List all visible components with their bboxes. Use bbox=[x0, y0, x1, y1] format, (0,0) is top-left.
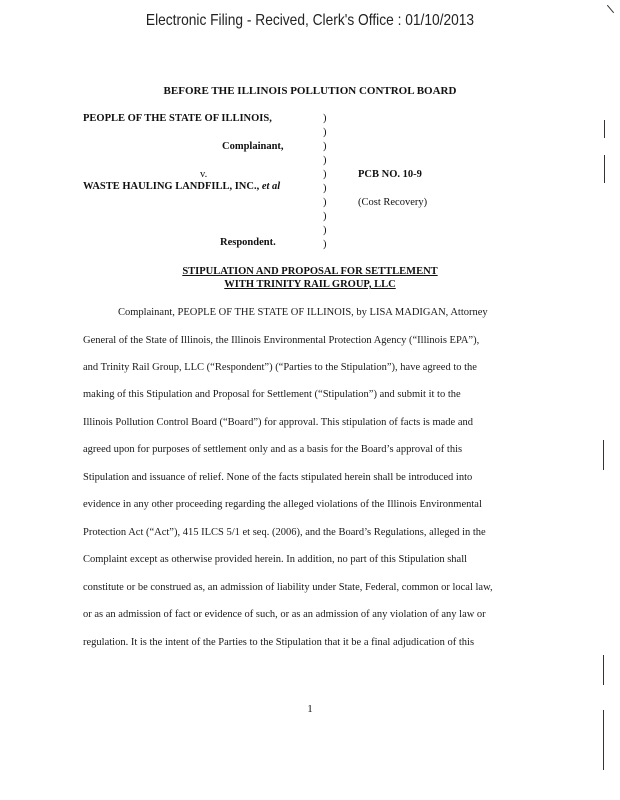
body-line: General of the State of Illinois, the Illinois Environmental Protection Agency (“Illinois EPA”), bbox=[83, 335, 480, 346]
body-line: or as an admission of fact or evidence of such, or as an admission of any violation of any law or bbox=[83, 609, 486, 620]
stipulation-title-line-1: STIPULATION AND PROPOSAL FOR SETTLEMENT bbox=[182, 266, 438, 277]
board-heading: BEFORE THE ILLINOIS POLLUTION CONTROL BOARD bbox=[163, 85, 457, 97]
respondent-label: Respondent. bbox=[220, 237, 276, 248]
body-line: making of this Stipulation and Proposal for Settlement (“Stipulation”) and submit it to the bbox=[83, 389, 461, 400]
caption-paren: ) bbox=[323, 197, 327, 208]
caption-paren: ) bbox=[323, 225, 327, 236]
page-number: 1 bbox=[307, 703, 313, 715]
complainant-label: Complainant, bbox=[222, 141, 284, 152]
scan-edge-mark bbox=[603, 655, 604, 685]
caption-paren: ) bbox=[323, 169, 327, 180]
body-line: Complainant, PEOPLE OF THE STATE OF ILLINOIS, by LISA MADIGAN, Attorney bbox=[118, 307, 488, 318]
body-line: Illinois Pollution Control Board (“Board”) for approval. This stipulation of facts is made and bbox=[83, 417, 473, 428]
body-line: agreed upon for purposes of settlement only and as a basis for the Board’s approval of this bbox=[83, 444, 463, 455]
caption-paren: ) bbox=[323, 141, 327, 152]
scan-edge-mark bbox=[603, 440, 604, 470]
caption-paren: ) bbox=[323, 155, 327, 166]
respondent-party-suffix: et al bbox=[261, 181, 281, 192]
respondent-party-name: WASTE HAULING LANDFILL, INC., bbox=[83, 181, 260, 192]
body-line: regulation. It is the intent of the Parties to the Stipulation that it be a final adjudication of this bbox=[83, 637, 475, 648]
scan-edge-mark bbox=[604, 155, 605, 183]
caption-paren: ) bbox=[323, 211, 327, 222]
electronic-filing-stamp: Electronic Filing - Recived, Clerk's Office : 01/10/2013 bbox=[145, 12, 475, 29]
versus-label: v. bbox=[200, 169, 208, 180]
body-line: constitute or be construed as, an admission of liability under State, Federal, common or local law, bbox=[83, 582, 493, 593]
scan-edge-mark bbox=[607, 5, 614, 13]
body-line: Stipulation and issuance of relief. None of the facts stipulated herein shall be introduced into bbox=[83, 472, 473, 483]
case-number: PCB NO. 10-9 bbox=[358, 169, 422, 180]
complainant-party: PEOPLE OF THE STATE OF ILLINOIS, bbox=[83, 113, 272, 124]
case-type: (Cost Recovery) bbox=[358, 197, 428, 208]
caption-paren: ) bbox=[323, 183, 327, 194]
body-line: Protection Act (“Act”), 415 ILCS 5/1 et seq. (2006), and the Board’s Regulations, alleged in the bbox=[83, 527, 486, 538]
scan-edge-mark bbox=[604, 120, 605, 138]
caption-paren: ) bbox=[323, 113, 327, 124]
body-line: Complaint except as otherwise provided herein. In addition, no part of this Stipulation shall bbox=[83, 554, 468, 565]
stipulation-title-line-2: WITH TRINITY RAIL GROUP, LLC bbox=[224, 279, 396, 290]
body-line: evidence in any other proceeding regarding the alleged violations of the Illinois Environmental bbox=[83, 499, 482, 510]
caption-paren: ) bbox=[323, 127, 327, 138]
body-line: and Trinity Rail Group, LLC (“Respondent”) (“Parties to the Stipulation”), have agreed to the bbox=[83, 362, 477, 373]
caption-paren: ) bbox=[323, 239, 327, 250]
scan-edge-mark bbox=[603, 710, 604, 770]
respondent-party bbox=[83, 181, 280, 192]
